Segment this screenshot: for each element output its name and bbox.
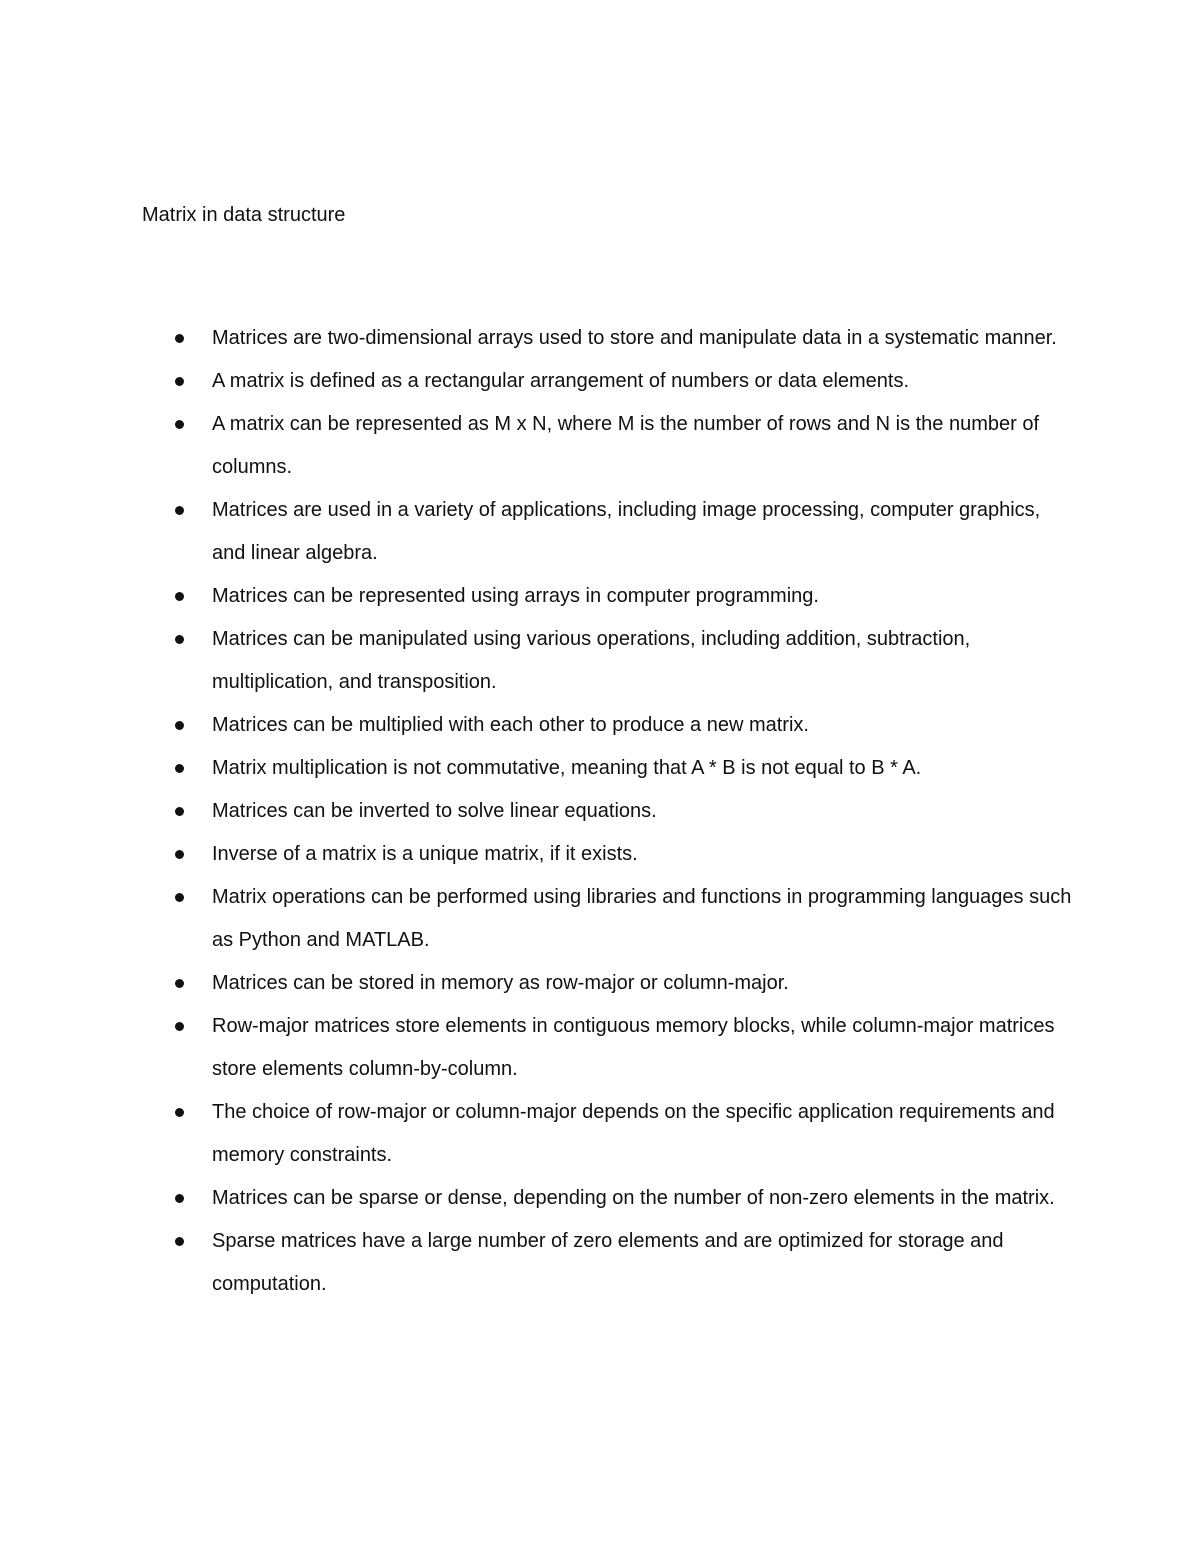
list-item bbox=[0, 1091, 1072, 1177]
list-item-text: The choice of row-major or column-major depends on the specific application requirements and memory constraints. bbox=[212, 1101, 1055, 1166]
bullet-icon bbox=[175, 850, 184, 859]
list-item-text: A matrix can be represented as M x N, where M is the number of rows and N is the number of columns. bbox=[212, 413, 1040, 478]
list-item bbox=[0, 747, 1072, 790]
list-item-text: Matrices can be multiplied with each other to produce a new matrix. bbox=[212, 714, 809, 736]
list-item-text: Row-major matrices store elements in contiguous memory blocks, while column-major matrices store elements column-by-column. bbox=[212, 1015, 1055, 1080]
bullet-icon bbox=[175, 1237, 184, 1246]
list-item bbox=[0, 1220, 1072, 1306]
bullet-icon bbox=[175, 807, 184, 816]
bullet-icon bbox=[175, 764, 184, 773]
list-item-text: Matrices can be inverted to solve linear equations. bbox=[212, 800, 657, 822]
list-item bbox=[0, 618, 1072, 704]
document-title: Matrix in data structure bbox=[142, 204, 346, 226]
list-item-text: Matrices can be sparse or dense, depending on the number of non-zero elements in the matrix. bbox=[212, 1187, 1055, 1209]
bullet-icon bbox=[175, 334, 184, 343]
list-item-text: Matrix operations can be performed using libraries and functions in programming languages such as Python and MATLAB. bbox=[212, 886, 1072, 951]
bullet-icon bbox=[175, 1022, 184, 1031]
bullet-icon bbox=[175, 721, 184, 730]
list-item bbox=[0, 1005, 1072, 1091]
list-item bbox=[0, 833, 1072, 876]
list-item-text: Matrices can be represented using arrays in computer programming. bbox=[212, 585, 819, 607]
bullet-icon bbox=[175, 1108, 184, 1117]
list-item bbox=[0, 1177, 1072, 1220]
bullet-icon bbox=[175, 506, 184, 515]
list-item-text: A matrix is defined as a rectangular arrangement of numbers or data elements. bbox=[212, 370, 910, 392]
list-item bbox=[0, 704, 1072, 747]
list-item-text: Matrices can be stored in memory as row-major or column-major. bbox=[212, 972, 789, 994]
bullet-icon bbox=[175, 592, 184, 601]
bullet-icon bbox=[175, 420, 184, 429]
list-item bbox=[0, 962, 1072, 1005]
bullet-icon bbox=[175, 1194, 184, 1203]
bullet-icon bbox=[175, 893, 184, 902]
bullet-icon bbox=[175, 377, 184, 386]
bullet-icon bbox=[175, 635, 184, 644]
list-item bbox=[0, 876, 1072, 962]
list-item bbox=[0, 403, 1072, 489]
list-item bbox=[0, 790, 1072, 833]
list-item-text: Matrices are used in a variety of applications, including image processing, computer graphics, and linear algebra. bbox=[212, 499, 1041, 564]
list-item bbox=[0, 317, 1072, 360]
list-item-text: Matrices can be manipulated using various operations, including addition, subtraction, multiplication, and transposition. bbox=[212, 628, 971, 693]
list-item bbox=[0, 489, 1072, 575]
bullet-list bbox=[0, 317, 1200, 1306]
list-item-text: Sparse matrices have a large number of zero elements and are optimized for storage and computation. bbox=[212, 1230, 1004, 1295]
list-item-text: Matrices are two-dimensional arrays used to store and manipulate data in a systematic manner. bbox=[212, 327, 1057, 349]
list-item-text: Inverse of a matrix is a unique matrix, if it exists. bbox=[212, 843, 638, 865]
list-item-text: Matrix multiplication is not commutative, meaning that A * B is not equal to B * A. bbox=[212, 757, 922, 779]
bullet-icon bbox=[175, 979, 184, 988]
list-item bbox=[0, 360, 1072, 403]
list-item bbox=[0, 575, 1072, 618]
